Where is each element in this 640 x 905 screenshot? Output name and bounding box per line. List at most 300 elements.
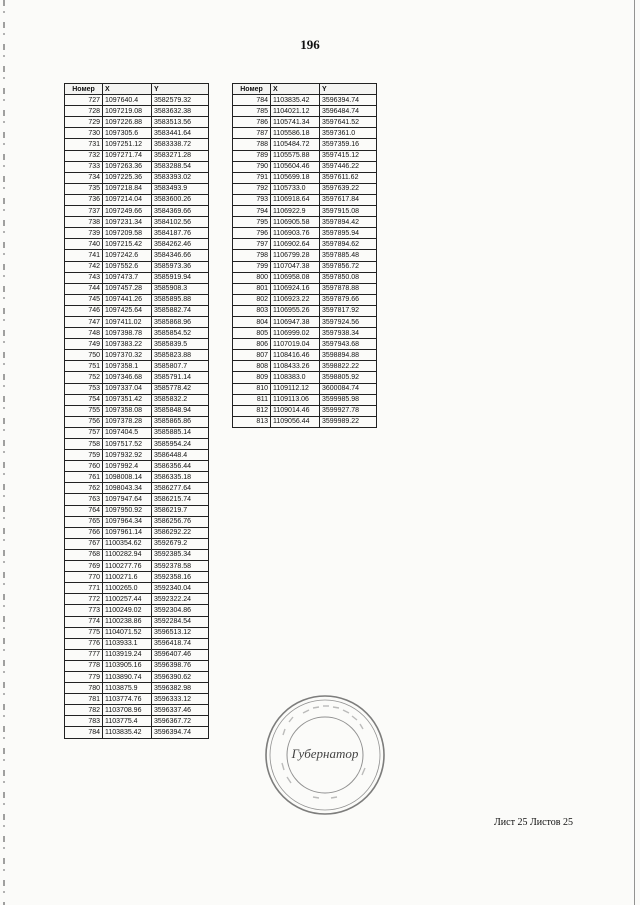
table-row xyxy=(233,172,377,183)
x-coordinate: 1106799.28 xyxy=(271,250,320,261)
point-number: 753 xyxy=(65,383,103,394)
x-coordinate: 1097517.52 xyxy=(103,439,152,450)
table-header-row xyxy=(65,84,209,95)
table-row xyxy=(233,150,377,161)
page-number: 196 xyxy=(300,37,320,52)
x-coordinate: 1100257.44 xyxy=(103,594,152,605)
y-coordinate: 3584187.76 xyxy=(152,228,209,239)
table-row xyxy=(65,627,209,638)
table-row xyxy=(65,494,209,505)
coordinates-table-right xyxy=(232,83,377,428)
y-coordinate: 3596382.98 xyxy=(152,683,209,694)
y-coordinate: 3597611.62 xyxy=(320,172,377,183)
x-coordinate: 1097215.42 xyxy=(103,239,152,250)
point-number: 785 xyxy=(233,106,271,117)
table-row xyxy=(233,305,377,316)
x-coordinate: 1097242.6 xyxy=(103,250,152,261)
table-row xyxy=(65,328,209,339)
y-coordinate: 3592378.58 xyxy=(152,561,209,572)
table-row xyxy=(65,561,209,572)
y-coordinate: 3597639.22 xyxy=(320,183,377,194)
table-row xyxy=(233,239,377,250)
x-coordinate: 1097209.58 xyxy=(103,228,152,239)
y-coordinate: 3592385.34 xyxy=(152,549,209,560)
x-coordinate: 1100282.94 xyxy=(103,549,152,560)
y-coordinate: 3597856.72 xyxy=(320,261,377,272)
table-row xyxy=(233,339,377,350)
y-coordinate: 3586335.18 xyxy=(152,472,209,483)
x-coordinate: 1097457.28 xyxy=(103,283,152,294)
point-number: 801 xyxy=(233,283,271,294)
x-coordinate: 1105586.18 xyxy=(271,128,320,139)
table-row xyxy=(65,394,209,405)
table-row xyxy=(233,294,377,305)
x-coordinate: 1097950.92 xyxy=(103,505,152,516)
table-row xyxy=(233,283,377,294)
y-coordinate: 3597359.16 xyxy=(320,139,377,150)
x-coordinate: 1100265.0 xyxy=(103,583,152,594)
y-coordinate: 3597415.12 xyxy=(320,150,377,161)
x-coordinate: 1100277.76 xyxy=(103,561,152,572)
y-coordinate: 3597446.22 xyxy=(320,161,377,172)
point-number: 807 xyxy=(233,350,271,361)
y-coordinate: 3585973.36 xyxy=(152,261,209,272)
x-coordinate: 1106999.02 xyxy=(271,328,320,339)
table-header-row xyxy=(233,84,377,95)
y-coordinate: 3596333.12 xyxy=(152,694,209,705)
y-coordinate: 3586219.7 xyxy=(152,505,209,516)
point-number: 784 xyxy=(65,727,103,738)
x-coordinate: 1105604.46 xyxy=(271,161,320,172)
point-number: 812 xyxy=(233,405,271,416)
y-coordinate: 3597894.62 xyxy=(320,239,377,250)
x-coordinate: 1105699.18 xyxy=(271,172,320,183)
point-number: 756 xyxy=(65,416,103,427)
x-coordinate: 1109056.44 xyxy=(271,416,320,427)
table-row xyxy=(233,217,377,228)
x-coordinate: 1104071.52 xyxy=(103,627,152,638)
x-coordinate: 1100238.86 xyxy=(103,616,152,627)
point-number: 789 xyxy=(233,150,271,161)
y-coordinate: 3585954.24 xyxy=(152,439,209,450)
y-coordinate: 3597361.0 xyxy=(320,128,377,139)
x-coordinate: 1097218.84 xyxy=(103,183,152,194)
point-number: 776 xyxy=(65,638,103,649)
x-coordinate: 1097225.36 xyxy=(103,172,152,183)
point-number: 804 xyxy=(233,316,271,327)
table-row xyxy=(233,416,377,427)
y-coordinate: 3583288.54 xyxy=(152,161,209,172)
x-coordinate: 1105741.34 xyxy=(271,117,320,128)
table-row xyxy=(233,183,377,194)
table-row xyxy=(233,161,377,172)
y-coordinate: 3597641.52 xyxy=(320,117,377,128)
y-coordinate: 3592322.24 xyxy=(152,594,209,605)
table-row xyxy=(65,161,209,172)
table-row xyxy=(65,283,209,294)
point-number: 763 xyxy=(65,494,103,505)
table-row xyxy=(65,439,209,450)
x-coordinate: 1097640.4 xyxy=(103,95,152,106)
y-coordinate: 3585919.94 xyxy=(152,272,209,283)
point-number: 731 xyxy=(65,139,103,150)
point-number: 764 xyxy=(65,505,103,516)
y-coordinate: 3596398.76 xyxy=(152,660,209,671)
table-row xyxy=(65,372,209,383)
point-number: 737 xyxy=(65,206,103,217)
table-row xyxy=(233,95,377,106)
table-row xyxy=(65,450,209,461)
table-row xyxy=(65,261,209,272)
y-coordinate: 3585823.88 xyxy=(152,350,209,361)
point-number: 742 xyxy=(65,261,103,272)
table-row xyxy=(65,305,209,316)
x-coordinate: 1103919.24 xyxy=(103,649,152,660)
y-coordinate: 3584102.56 xyxy=(152,217,209,228)
point-number: 809 xyxy=(233,372,271,383)
x-coordinate: 1097398.78 xyxy=(103,328,152,339)
x-coordinate: 1097346.68 xyxy=(103,372,152,383)
x-coordinate: 1106958.08 xyxy=(271,272,320,283)
point-number: 805 xyxy=(233,328,271,339)
x-coordinate: 1097961.14 xyxy=(103,527,152,538)
x-coordinate: 1097947.64 xyxy=(103,494,152,505)
x-coordinate: 1109113.06 xyxy=(271,394,320,405)
x-coordinate: 1103890.74 xyxy=(103,671,152,682)
y-coordinate: 3596394.74 xyxy=(152,727,209,738)
x-coordinate: 1100354.62 xyxy=(103,538,152,549)
table-row xyxy=(65,194,209,205)
table-row xyxy=(233,250,377,261)
y-coordinate: 3585832.2 xyxy=(152,394,209,405)
point-number: 733 xyxy=(65,161,103,172)
y-coordinate: 3596513.12 xyxy=(152,627,209,638)
table-row xyxy=(65,228,209,239)
point-number: 790 xyxy=(233,161,271,172)
point-number: 766 xyxy=(65,527,103,538)
point-number: 761 xyxy=(65,472,103,483)
x-coordinate: 1097271.74 xyxy=(103,150,152,161)
y-coordinate: 3585778.42 xyxy=(152,383,209,394)
table-row xyxy=(65,427,209,438)
x-coordinate: 1106918.64 xyxy=(271,194,320,205)
x-coordinate: 1105733.0 xyxy=(271,183,320,194)
point-number: 800 xyxy=(233,272,271,283)
table-row xyxy=(65,128,209,139)
point-number: 777 xyxy=(65,649,103,660)
point-number: 770 xyxy=(65,572,103,583)
point-number: 745 xyxy=(65,294,103,305)
point-number: 752 xyxy=(65,372,103,383)
table-row xyxy=(65,605,209,616)
table-row xyxy=(65,538,209,549)
x-coordinate: 1097219.08 xyxy=(103,106,152,117)
point-number: 780 xyxy=(65,683,103,694)
y-coordinate: 3586292.22 xyxy=(152,527,209,538)
table-row xyxy=(65,716,209,727)
table-row xyxy=(233,194,377,205)
y-coordinate: 3585839.5 xyxy=(152,339,209,350)
point-number: 791 xyxy=(233,172,271,183)
header-y: Y xyxy=(152,84,209,95)
y-coordinate: 3597617.84 xyxy=(320,194,377,205)
table-row xyxy=(65,383,209,394)
x-coordinate: 1097411.02 xyxy=(103,316,152,327)
y-coordinate: 3597885.48 xyxy=(320,250,377,261)
point-number: 793 xyxy=(233,194,271,205)
table-row xyxy=(233,350,377,361)
x-coordinate: 1103775.4 xyxy=(103,716,152,727)
point-number: 749 xyxy=(65,339,103,350)
point-number: 747 xyxy=(65,316,103,327)
x-coordinate: 1104021.12 xyxy=(271,106,320,117)
point-number: 772 xyxy=(65,594,103,605)
table-row xyxy=(65,516,209,527)
table-row xyxy=(65,472,209,483)
point-number: 760 xyxy=(65,461,103,472)
table-row xyxy=(233,206,377,217)
y-coordinate: 3592284.54 xyxy=(152,616,209,627)
y-coordinate: 3597878.88 xyxy=(320,283,377,294)
table-row xyxy=(65,483,209,494)
sheet-footer: Лист 25 Листов 25 xyxy=(494,817,573,828)
x-coordinate: 1097263.36 xyxy=(103,161,152,172)
table-row xyxy=(65,594,209,605)
header-number: Номер xyxy=(65,84,103,95)
table-row xyxy=(65,405,209,416)
x-coordinate: 1097473.7 xyxy=(103,272,152,283)
x-coordinate: 1097378.28 xyxy=(103,416,152,427)
y-coordinate: 3597879.66 xyxy=(320,294,377,305)
point-number: 803 xyxy=(233,305,271,316)
y-coordinate: 3583393.02 xyxy=(152,172,209,183)
table-row xyxy=(65,416,209,427)
point-number: 775 xyxy=(65,627,103,638)
point-number: 788 xyxy=(233,139,271,150)
y-coordinate: 3582579.32 xyxy=(152,95,209,106)
y-coordinate: 3597915.08 xyxy=(320,206,377,217)
table-row xyxy=(233,372,377,383)
y-coordinate: 3592304.86 xyxy=(152,605,209,616)
y-coordinate: 3584369.66 xyxy=(152,206,209,217)
y-coordinate: 3592358.16 xyxy=(152,572,209,583)
y-coordinate: 3585885.14 xyxy=(152,427,209,438)
table-row xyxy=(65,683,209,694)
y-coordinate: 3586256.76 xyxy=(152,516,209,527)
point-number: 799 xyxy=(233,261,271,272)
point-number: 732 xyxy=(65,150,103,161)
table-row xyxy=(65,150,209,161)
x-coordinate: 1103933.1 xyxy=(103,638,152,649)
point-number: 734 xyxy=(65,172,103,183)
point-number: 779 xyxy=(65,671,103,682)
x-coordinate: 1103835.42 xyxy=(271,95,320,106)
point-number: 765 xyxy=(65,516,103,527)
y-coordinate: 3597850.08 xyxy=(320,272,377,283)
point-number: 806 xyxy=(233,339,271,350)
point-number: 787 xyxy=(233,128,271,139)
table-row xyxy=(65,527,209,538)
point-number: 757 xyxy=(65,427,103,438)
x-coordinate: 1107019.04 xyxy=(271,339,320,350)
table-row xyxy=(65,638,209,649)
table-row xyxy=(65,549,209,560)
point-number: 748 xyxy=(65,328,103,339)
x-coordinate: 1107047.38 xyxy=(271,261,320,272)
x-coordinate: 1103875.9 xyxy=(103,683,152,694)
x-coordinate: 1109112.12 xyxy=(271,383,320,394)
x-coordinate: 1097251.12 xyxy=(103,139,152,150)
table-row xyxy=(65,727,209,738)
table-row xyxy=(233,383,377,394)
point-number: 773 xyxy=(65,605,103,616)
point-number: 739 xyxy=(65,228,103,239)
y-coordinate: 3597894.42 xyxy=(320,217,377,228)
x-coordinate: 1103774.76 xyxy=(103,694,152,705)
header-y: Y xyxy=(320,84,377,95)
y-coordinate: 3586356.44 xyxy=(152,461,209,472)
point-number: 792 xyxy=(233,183,271,194)
point-number: 730 xyxy=(65,128,103,139)
x-coordinate: 1108433.26 xyxy=(271,361,320,372)
y-coordinate: 3598822.22 xyxy=(320,361,377,372)
y-coordinate: 3583271.28 xyxy=(152,150,209,161)
x-coordinate: 1103708.96 xyxy=(103,705,152,716)
x-coordinate: 1106903.76 xyxy=(271,228,320,239)
x-coordinate: 1097249.66 xyxy=(103,206,152,217)
table-row xyxy=(65,671,209,682)
point-number: 783 xyxy=(65,716,103,727)
x-coordinate: 1097383.22 xyxy=(103,339,152,350)
x-coordinate: 1097358.08 xyxy=(103,405,152,416)
header-x: X xyxy=(103,84,152,95)
y-coordinate: 3585807.7 xyxy=(152,361,209,372)
scan-left-edge xyxy=(3,0,5,905)
y-coordinate: 3584262.46 xyxy=(152,239,209,250)
y-coordinate: 3583513.56 xyxy=(152,117,209,128)
table-row xyxy=(65,183,209,194)
point-number: 755 xyxy=(65,405,103,416)
table-row xyxy=(65,117,209,128)
table-row xyxy=(233,272,377,283)
y-coordinate: 3585791.14 xyxy=(152,372,209,383)
y-coordinate: 3596367.72 xyxy=(152,716,209,727)
point-number: 750 xyxy=(65,350,103,361)
x-coordinate: 1106902.64 xyxy=(271,239,320,250)
y-coordinate: 3586215.74 xyxy=(152,494,209,505)
point-number: 774 xyxy=(65,616,103,627)
table-row xyxy=(65,505,209,516)
point-number: 746 xyxy=(65,305,103,316)
point-number: 758 xyxy=(65,439,103,450)
point-number: 802 xyxy=(233,294,271,305)
x-coordinate: 1097226.88 xyxy=(103,117,152,128)
x-coordinate: 1106955.26 xyxy=(271,305,320,316)
table-row xyxy=(65,694,209,705)
x-coordinate: 1097370.32 xyxy=(103,350,152,361)
x-coordinate: 1106905.58 xyxy=(271,217,320,228)
table-row xyxy=(65,272,209,283)
point-number: 771 xyxy=(65,583,103,594)
table-row xyxy=(233,405,377,416)
point-number: 798 xyxy=(233,250,271,261)
table-row xyxy=(65,316,209,327)
point-number: 735 xyxy=(65,183,103,194)
y-coordinate: 3598894.88 xyxy=(320,350,377,361)
y-coordinate: 3585882.74 xyxy=(152,305,209,316)
table-row xyxy=(65,250,209,261)
y-coordinate: 3599989.22 xyxy=(320,416,377,427)
table-row xyxy=(233,316,377,327)
table-row xyxy=(65,339,209,350)
x-coordinate: 1097441.26 xyxy=(103,294,152,305)
point-number: 781 xyxy=(65,694,103,705)
point-number: 796 xyxy=(233,228,271,239)
table-row xyxy=(65,660,209,671)
table-row xyxy=(233,117,377,128)
x-coordinate: 1103905.16 xyxy=(103,660,152,671)
y-coordinate: 3599927.78 xyxy=(320,405,377,416)
point-number: 811 xyxy=(233,394,271,405)
table-row xyxy=(65,583,209,594)
point-number: 784 xyxy=(233,95,271,106)
y-coordinate: 3597938.34 xyxy=(320,328,377,339)
point-number: 751 xyxy=(65,361,103,372)
x-coordinate: 1097305.6 xyxy=(103,128,152,139)
y-coordinate: 3600084.74 xyxy=(320,383,377,394)
header-number: Номер xyxy=(233,84,271,95)
table-row xyxy=(65,206,209,217)
point-number: 778 xyxy=(65,660,103,671)
point-number: 810 xyxy=(233,383,271,394)
y-coordinate: 3585848.94 xyxy=(152,405,209,416)
point-number: 744 xyxy=(65,283,103,294)
x-coordinate: 1097404.5 xyxy=(103,427,152,438)
point-number: 762 xyxy=(65,483,103,494)
x-coordinate: 1109014.46 xyxy=(271,405,320,416)
y-coordinate: 3583600.26 xyxy=(152,194,209,205)
point-number: 741 xyxy=(65,250,103,261)
x-coordinate: 1097231.34 xyxy=(103,217,152,228)
x-coordinate: 1106947.38 xyxy=(271,316,320,327)
y-coordinate: 3596484.74 xyxy=(320,106,377,117)
x-coordinate: 1105484.72 xyxy=(271,139,320,150)
x-coordinate: 1097351.42 xyxy=(103,394,152,405)
x-coordinate: 1103835.42 xyxy=(103,727,152,738)
y-coordinate: 3586277.64 xyxy=(152,483,209,494)
point-number: 759 xyxy=(65,450,103,461)
x-coordinate: 1106923.22 xyxy=(271,294,320,305)
y-coordinate: 3583632.38 xyxy=(152,106,209,117)
y-coordinate: 3583441.64 xyxy=(152,128,209,139)
table-row xyxy=(65,572,209,583)
y-coordinate: 3592679.2 xyxy=(152,538,209,549)
x-coordinate: 1097337.04 xyxy=(103,383,152,394)
point-number: 813 xyxy=(233,416,271,427)
y-coordinate: 3596337.46 xyxy=(152,705,209,716)
point-number: 740 xyxy=(65,239,103,250)
table-row xyxy=(65,239,209,250)
scan-right-edge xyxy=(634,0,635,905)
table-row xyxy=(65,217,209,228)
point-number: 728 xyxy=(65,106,103,117)
x-coordinate: 1106922.9 xyxy=(271,206,320,217)
table-row xyxy=(233,261,377,272)
point-number: 808 xyxy=(233,361,271,372)
governor-seal xyxy=(263,693,387,817)
point-number: 767 xyxy=(65,538,103,549)
x-coordinate: 1097358.1 xyxy=(103,361,152,372)
